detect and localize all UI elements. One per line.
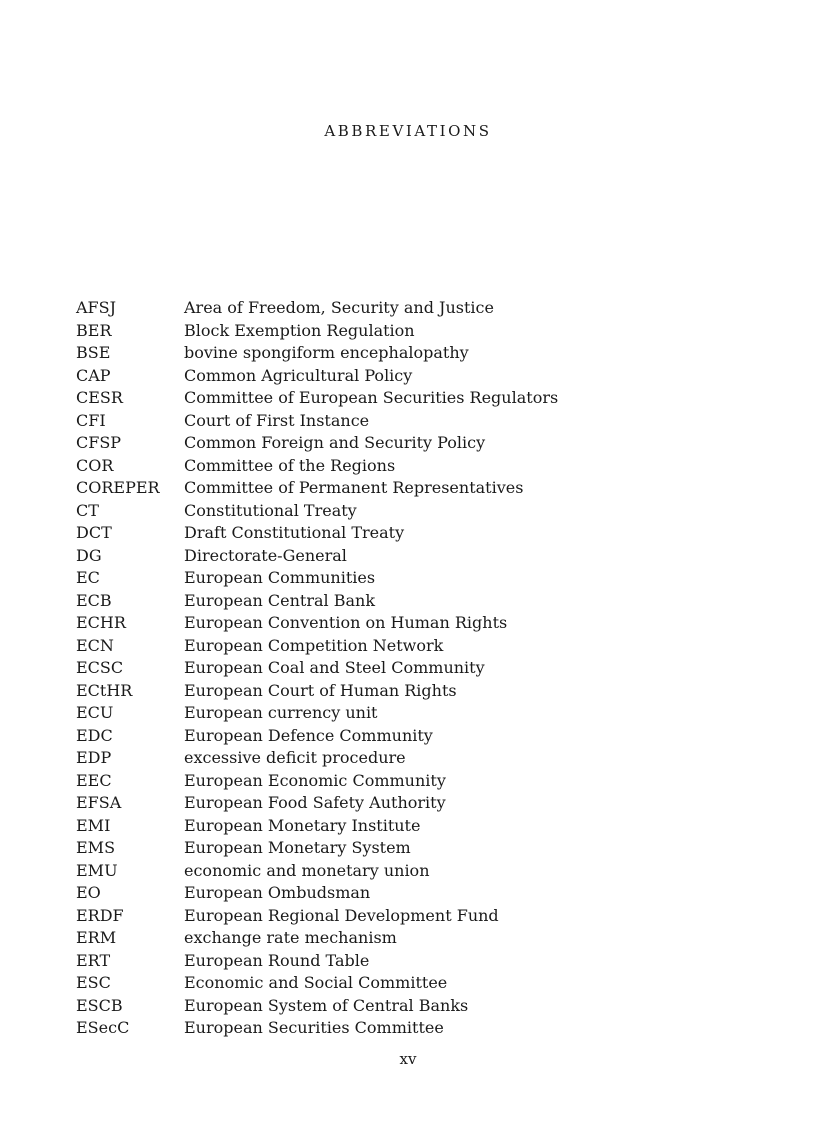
abbreviation-term: ECN bbox=[76, 635, 114, 655]
abbreviation-list bbox=[76, 297, 636, 1040]
abbreviation-term: COREPER bbox=[76, 478, 160, 497]
abbreviation-definition: European Communities bbox=[184, 568, 376, 587]
abbreviation-term: EC bbox=[76, 568, 100, 587]
abbreviation-row bbox=[76, 410, 636, 433]
abbreviation-row bbox=[76, 567, 636, 590]
abbreviation-term: ERDF bbox=[76, 905, 124, 925]
abbreviation-definition: Draft Constitutional Treaty bbox=[184, 523, 405, 542]
abbreviation-definition: European Convention on Human Rights bbox=[184, 613, 508, 632]
abbreviation-definition: European Defence Community bbox=[184, 725, 433, 745]
abbreviation-definition: Constitutional Treaty bbox=[184, 500, 357, 520]
abbreviation-row bbox=[76, 770, 636, 793]
abbreviation-term: DG bbox=[76, 545, 102, 565]
abbreviation-term: EFSA bbox=[76, 793, 122, 812]
abbreviation-definition: European Monetary System bbox=[184, 838, 411, 857]
abbreviation-definition: European Securities Committee bbox=[184, 1018, 444, 1037]
abbreviation-term: ECB bbox=[76, 590, 112, 610]
abbreviation-definition: economic and monetary union bbox=[184, 860, 430, 880]
abbreviation-row bbox=[76, 837, 636, 860]
abbreviation-row bbox=[76, 860, 636, 883]
abbreviation-term: ECtHR bbox=[76, 680, 133, 700]
abbreviation-row bbox=[76, 635, 636, 658]
abbreviation-definition: European Ombudsman bbox=[184, 883, 371, 902]
abbreviation-term: ESecC bbox=[76, 1018, 130, 1037]
abbreviation-term: EMS bbox=[76, 838, 116, 857]
abbreviation-term: ESCB bbox=[76, 995, 123, 1015]
abbreviation-definition: European Economic Community bbox=[184, 770, 446, 790]
abbreviation-row bbox=[76, 432, 636, 455]
abbreviation-term: CFSP bbox=[76, 433, 122, 452]
abbreviation-term: COR bbox=[76, 455, 114, 475]
abbreviation-term: DCT bbox=[76, 523, 112, 542]
abbreviation-term: BSE bbox=[76, 343, 111, 362]
abbreviation-term: BER bbox=[76, 320, 112, 340]
abbreviation-row bbox=[76, 725, 636, 748]
abbreviation-definition: exchange rate mechanism bbox=[184, 928, 397, 947]
abbreviation-definition: Common Foreign and Security Policy bbox=[184, 433, 486, 452]
abbreviation-term: ECHR bbox=[76, 613, 126, 632]
abbreviation-row bbox=[76, 905, 636, 928]
abbreviation-row bbox=[76, 657, 636, 680]
abbreviation-term: EMI bbox=[76, 815, 111, 835]
abbreviation-definition: European Coal and Steel Community bbox=[184, 658, 485, 677]
abbreviation-row bbox=[76, 545, 636, 568]
abbreviation-term: EO bbox=[76, 883, 101, 902]
abbreviation-row bbox=[76, 995, 636, 1018]
abbreviation-row bbox=[76, 792, 636, 815]
abbreviation-definition: Committee of the Regions bbox=[184, 455, 396, 475]
abbreviation-definition: Common Agricultural Policy bbox=[184, 365, 413, 385]
abbreviation-term: CAP bbox=[76, 365, 111, 385]
abbreviation-term: AFSJ bbox=[76, 298, 117, 317]
abbreviation-definition: European currency unit bbox=[184, 703, 378, 722]
abbreviation-definition: excessive deficit procedure bbox=[184, 748, 406, 767]
abbreviation-definition: European Round Table bbox=[184, 950, 370, 970]
abbreviation-row bbox=[76, 590, 636, 613]
abbreviation-term: EDP bbox=[76, 748, 112, 767]
abbreviation-row bbox=[76, 747, 636, 770]
abbreviation-definition: Committee of European Securities Regulators bbox=[184, 388, 559, 407]
page-title: ABBREVIATIONS bbox=[324, 122, 492, 140]
abbreviation-definition: European Central Bank bbox=[184, 590, 376, 610]
abbreviation-row bbox=[76, 972, 636, 995]
abbreviation-row bbox=[76, 815, 636, 838]
abbreviation-row bbox=[76, 365, 636, 388]
abbreviation-row bbox=[76, 342, 636, 365]
abbreviation-row bbox=[76, 927, 636, 950]
abbreviation-row bbox=[76, 950, 636, 973]
abbreviation-term: CESR bbox=[76, 388, 123, 407]
abbreviation-row bbox=[76, 702, 636, 725]
abbreviation-definition: Economic and Social Committee bbox=[184, 973, 448, 992]
abbreviation-definition: European Monetary Institute bbox=[184, 815, 421, 835]
abbreviation-term: EEC bbox=[76, 770, 112, 790]
abbreviation-definition: European Competition Network bbox=[184, 635, 444, 655]
abbreviation-definition: Court of First Instance bbox=[184, 410, 370, 430]
abbreviation-term: CT bbox=[76, 500, 99, 520]
abbreviation-row bbox=[76, 387, 636, 410]
abbreviation-definition: European Regional Development Fund bbox=[184, 905, 499, 925]
abbreviation-term: ERT bbox=[76, 950, 111, 970]
abbreviation-row bbox=[76, 882, 636, 905]
abbreviation-row bbox=[76, 500, 636, 523]
abbreviation-definition: Directorate-General bbox=[184, 545, 347, 565]
abbreviation-row bbox=[76, 1017, 636, 1040]
abbreviation-row bbox=[76, 455, 636, 478]
abbreviation-definition: European Food Safety Authority bbox=[184, 793, 446, 812]
abbreviation-row bbox=[76, 477, 636, 500]
abbreviation-row bbox=[76, 612, 636, 635]
abbreviation-row bbox=[76, 680, 636, 703]
page-number: xv bbox=[399, 1050, 417, 1068]
abbreviation-row bbox=[76, 320, 636, 343]
abbreviation-term: ECU bbox=[76, 703, 114, 722]
abbreviation-term: EMU bbox=[76, 860, 118, 880]
abbreviation-definition: Area of Freedom, Security and Justice bbox=[184, 298, 494, 317]
abbreviation-definition: European Court of Human Rights bbox=[184, 680, 457, 700]
abbreviation-definition: bovine spongiform encephalopathy bbox=[184, 343, 469, 362]
abbreviation-term: ESC bbox=[76, 973, 111, 992]
abbreviation-term: EDC bbox=[76, 725, 113, 745]
abbreviation-term: CFI bbox=[76, 410, 106, 430]
abbreviation-term: ERM bbox=[76, 928, 117, 947]
abbreviation-definition: Committee of Permanent Representatives bbox=[184, 478, 524, 497]
abbreviation-term: ECSC bbox=[76, 658, 124, 677]
abbreviation-row bbox=[76, 297, 636, 320]
abbreviation-definition: Block Exemption Regulation bbox=[184, 320, 415, 340]
abbreviation-definition: European System of Central Banks bbox=[184, 995, 469, 1015]
abbreviation-row bbox=[76, 522, 636, 545]
